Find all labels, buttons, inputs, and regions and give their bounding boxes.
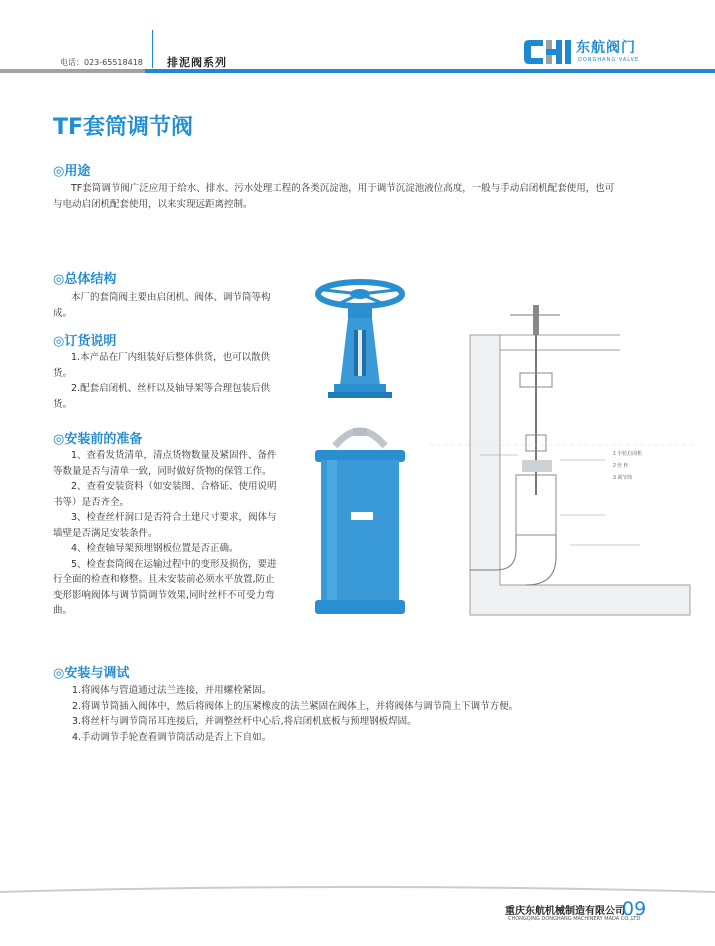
order-line: 货。	[53, 398, 73, 410]
logo-text: 东航阀门	[576, 40, 636, 56]
section-usage-body	[53, 181, 683, 212]
logo-subtext: DONGHANG VALVE	[578, 57, 640, 63]
header-phone: 电话：023-65518418	[60, 58, 143, 67]
install-line: 4.手动调节手轮查看调节筒活动是否上下自如。	[72, 731, 272, 743]
section-order-heading: ◎订货说明	[53, 334, 117, 349]
header-divider	[152, 30, 153, 68]
section-prep-heading: ◎安装前的准备	[53, 432, 143, 447]
section-order-body	[53, 350, 303, 412]
prep-line: 等数量是否与清单一致，同时做好货物的保管工作。	[53, 465, 272, 477]
usage-line: 与电动启闭机配套使用，以来实现远距离控制。	[53, 198, 253, 210]
footer-company-en: CHONGQING DONGHANG MACHINERY MADA CO.,LTD	[508, 916, 641, 922]
section-install-heading: ◎安装与调试	[53, 666, 130, 681]
install-line: 3.将丝杆与调节筒吊耳连接后，并调整丝杆中心后,将启闭机底板与预埋钢板焊固。	[72, 716, 417, 727]
diagram-legend-1: 1 手轮启闭机	[613, 451, 643, 457]
section-usage-heading: ◎用途	[53, 164, 91, 179]
section-prep-body	[53, 448, 308, 619]
installation-diagram	[430, 295, 695, 625]
header-series: 排泥阀系列	[167, 56, 227, 69]
prep-line: 5、检查套筒阀在运输过程中的变形及损伤，要进	[71, 558, 277, 570]
prep-line: 行全面的检查和修整。且未安装前必须水平放置,防止	[53, 574, 275, 585]
order-line: 2.配套启闭机、丝杆以及轴导架等合理包装后供	[71, 383, 271, 394]
logo-icon	[523, 37, 573, 67]
header-bar-accent	[145, 69, 715, 73]
section-structure-heading: ◎总体结构	[53, 272, 117, 287]
handwheel-operator-image	[310, 278, 410, 408]
structure-line: 本厂的套筒阀主要由启闭机、阀体、调节筒等构	[71, 292, 271, 303]
page-number: 09	[622, 898, 647, 920]
order-line: 1.本产品在厂内组装好后整体供货，也可以散供	[71, 352, 271, 363]
order-line: 货。	[53, 367, 73, 379]
sleeve-valve-image	[305, 420, 415, 620]
prep-line: 书等）是否齐全。	[53, 496, 130, 508]
section-structure-body	[53, 290, 303, 321]
structure-line: 成。	[53, 307, 73, 319]
section-install-body	[72, 683, 692, 745]
prep-line: 墙壁是否满足安装条件。	[53, 527, 158, 539]
prep-line: 1、查看发货清单，清点货物数量及紧固件、备件	[71, 450, 277, 461]
prep-line: 2、查看安装资料（如安装图、合格证、使用说明	[71, 481, 277, 492]
prep-line: 3、检查丝杆洞口是否符合土建尺寸要求，阀体与	[71, 512, 277, 523]
prep-line: 4、检查轴导架预埋钢板位置是否正确。	[71, 543, 239, 554]
prep-line: 曲。	[53, 605, 73, 616]
diagram-legend-2: 2 丝 杆	[613, 463, 629, 469]
footer-company: 重庆东航机械制造有限公司	[505, 906, 625, 917]
usage-line: TF套筒调节阀广泛应用于给水、排水、污水处理工程的各类沉淀池，用于调节沉淀池液位高度，一般与手动启闭机配套使用，也可	[71, 183, 615, 194]
footer-divider	[0, 884, 715, 894]
prep-line: 变形影响阀体与调节筒调节效果,同时丝杆不可受力弯	[53, 589, 275, 601]
page-title: TF套筒调节阀	[53, 115, 194, 140]
diagram-legend-3: 3 调节筒	[613, 475, 633, 481]
install-line: 2.将调节筒插入阀体中，然后将阀体上的压紧橡皮的法兰紧固在阀体上，并将阀体与调节筒上下调节方便。	[72, 700, 519, 712]
install-line: 1.将阀体与管道通过法兰连接，并用螺栓紧固。	[72, 685, 272, 696]
